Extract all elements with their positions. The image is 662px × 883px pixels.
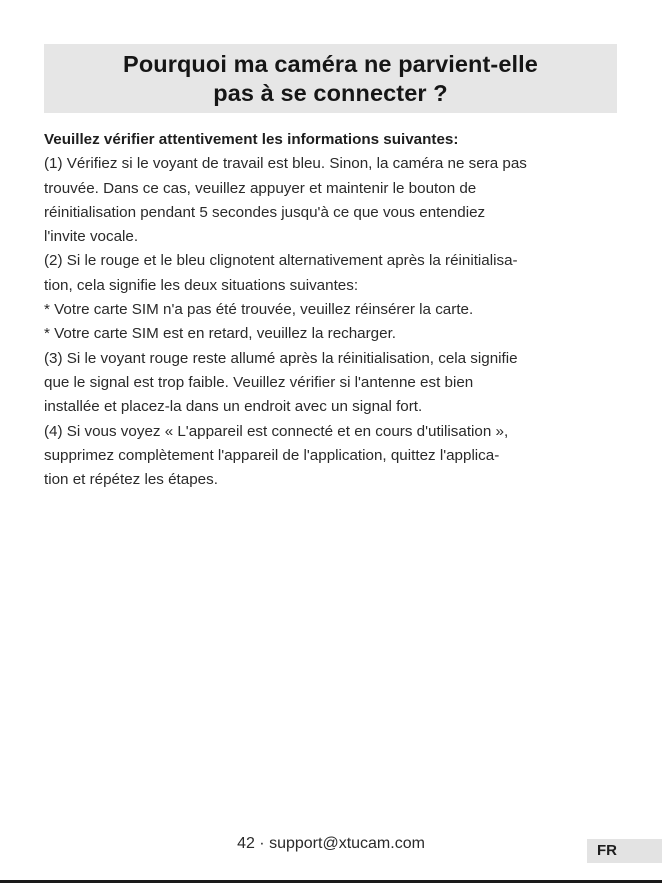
instruction-line: trouvée. Dans ce cas, veuillez appuyer et maintenir le bouton de: [44, 179, 477, 197]
instruction-line: installée et placez-la dans un endroit avec un signal fort.: [44, 398, 423, 416]
instruction-line: tion, cela signifie les deux situations suivantes:: [44, 276, 359, 294]
language-badge: FR: [587, 839, 662, 863]
instruction-line: (3) Si le voyant rouge reste allumé après la réinitialisation, cela signifie: [44, 349, 518, 367]
instruction-line: supprimez complètement l'appareil de l'application, quittez l'applica-: [44, 446, 500, 464]
intro-heading: Veuillez vérifier attentivement les informations suivantes:: [44, 131, 459, 148]
instruction-line: tion et répétez les étapes.: [44, 471, 218, 489]
page-footer: 42 · support@xtucam.com: [237, 835, 425, 852]
instruction-line: l'invite vocale.: [44, 228, 139, 246]
instruction-line: (4) Si vous voyez « L'appareil est connecté et en cours d'utilisation »,: [44, 422, 509, 440]
instruction-line: réinitialisation pendant 5 secondes jusqu'à ce que vous entendiez: [44, 203, 486, 221]
page-title-line-1: Pourquoi ma caméra ne parvient-elle: [123, 50, 538, 77]
instruction-line: (2) Si le rouge et le bleu clignotent alternativement après la réinitialisa-: [44, 252, 518, 270]
instruction-line: * Votre carte SIM est en retard, veuillez la recharger.: [44, 325, 397, 343]
instruction-line: que le signal est trop faible. Veuillez vérifier si l'antenne est bien: [44, 373, 474, 391]
title-box: [44, 44, 617, 113]
instruction-line: (1) Vérifiez si le voyant de travail est bleu. Sinon, la caméra ne sera pas: [44, 155, 527, 173]
page-title-line-2: pas à se connecter ?: [213, 79, 448, 106]
page-title: [123, 50, 538, 108]
instructions-body: [44, 128, 624, 492]
instruction-line: * Votre carte SIM n'a pas été trouvée, veuillez réinsérer la carte.: [44, 301, 474, 319]
